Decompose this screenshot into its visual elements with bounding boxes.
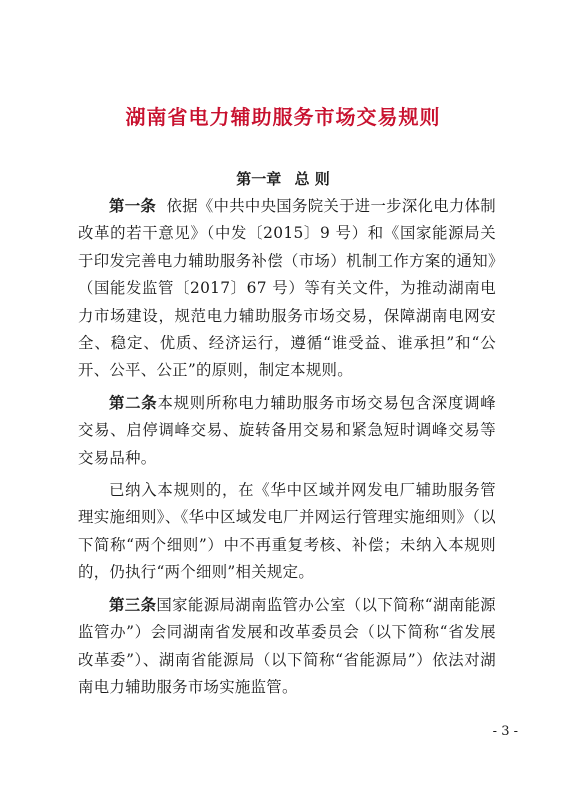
- article-2: [78, 390, 496, 472]
- document-body: [78, 193, 496, 701]
- article-label: 第三条: [109, 595, 157, 614]
- chapter-number: 第一章: [236, 170, 282, 188]
- article-2-continuation: [78, 477, 496, 587]
- article-text: 已纳入本规则的，在《华中区域并网发电厂辅助服务管理实施细则》、《华中区域发电厂并网运行管理实施细则》（以下简称“两个细则”）中不再重复考核、补偿；未纳入本规则的，仍执行“两个细则”相关规定。: [78, 481, 496, 582]
- article-1: [78, 193, 496, 385]
- article-3: [78, 592, 496, 702]
- article-label: 第二条: [109, 393, 158, 412]
- article-text: 本规则所称电力辅助服务市场交易包含深度调峰交易、启停调峰交易、旋转备用交易和紧急短时调峰交易等交易品种。: [78, 393, 496, 467]
- chapter-name: 总 则: [294, 170, 330, 188]
- article-text: 国家能源局湖南监管办公室（以下简称“湖南能源监管办”）会同湖南省发展和改革委员会（以下简称“省发展改革委”）、湖南省能源局（以下简称“省能源局”）依法对湖南电力辅助服务市场实施监管。: [78, 595, 496, 696]
- page-number: - 3 -: [492, 724, 518, 739]
- article-label: 第一条: [109, 197, 157, 215]
- document-title: 湖南省电力辅助服务市场交易规则: [125, 105, 441, 129]
- chapter-heading: [0, 168, 566, 189]
- article-text: 依据《中共中央国务院关于进一步深化电力体制改革的若干意见》（中发〔2015〕9 号）和《国家能源局关于印发完善电力辅助服务补偿（市场）机制工作方案的通知》（国能发监管〔2017〕67 号）等有关文件，为推动湖南电力市场建设，规范电力辅助服务市场交易，保障湖南电网安全、稳定、优质、经济运行，遵循“谁受益、谁承担”和“公开、公平、公正”的原则，制定本规则。: [78, 197, 496, 380]
